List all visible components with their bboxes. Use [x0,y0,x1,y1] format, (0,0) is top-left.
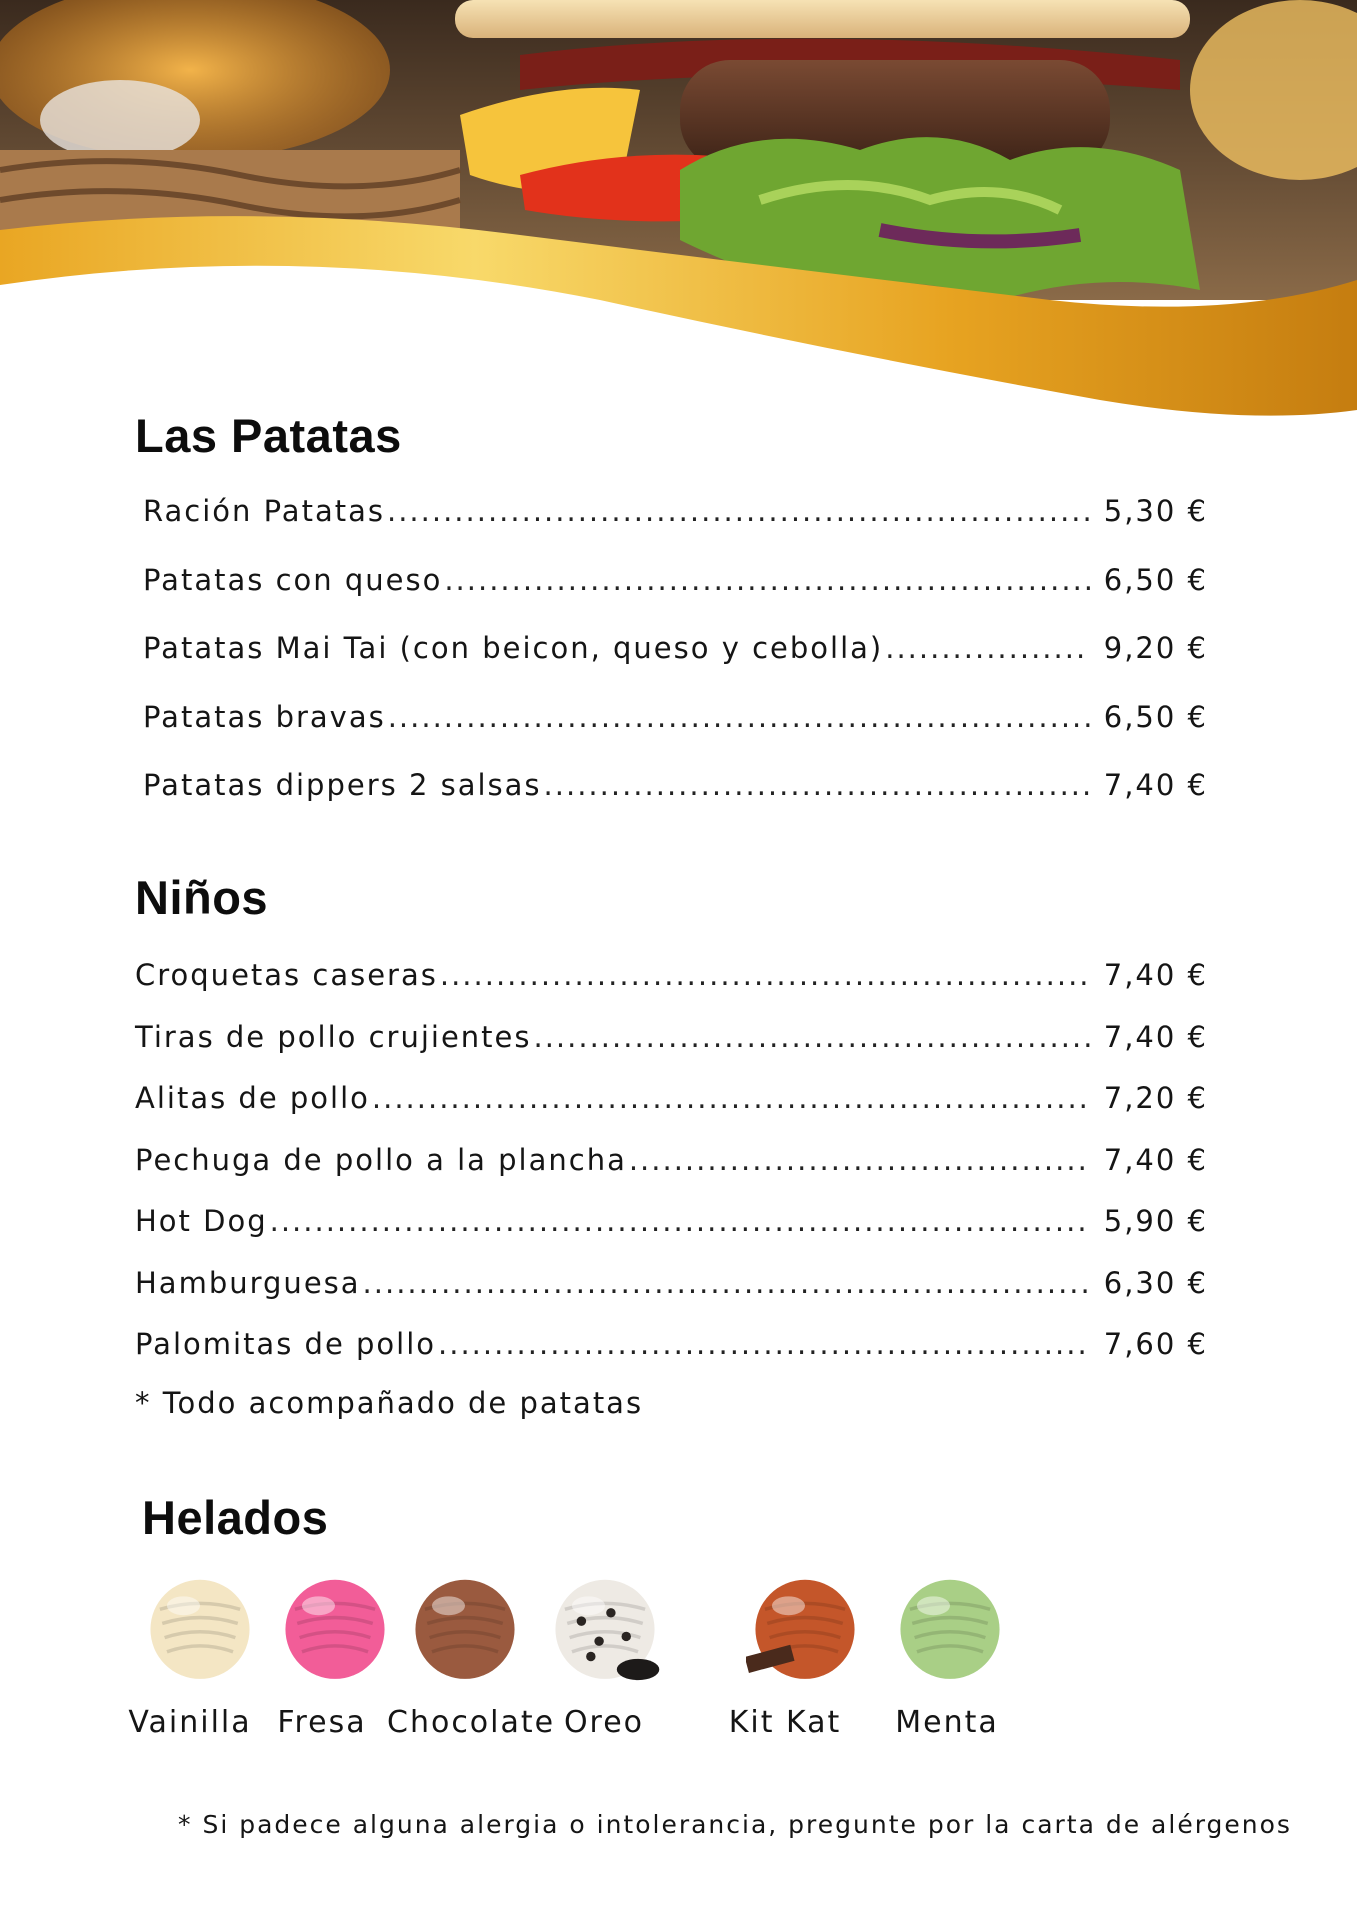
ninos-menu-row [135,958,1208,992]
menu-item-name: Tiras de pollo crujientes [135,1019,532,1054]
menu-item-price: 7,40 € [1103,768,1208,802]
dot-leader [444,563,1089,597]
menu-item-price: 7,40 € [1103,1019,1208,1054]
dot-leader [544,768,1090,802]
flavor-label: Kit Kat [728,1705,842,1740]
flavor-label: Oreo [563,1705,645,1740]
ninos-note: * Todo acompañado de patatas [135,1386,644,1420]
mint-scoop-icon [891,1568,1009,1686]
menu-item-name: Pechuga de pollo a la plancha [135,1142,627,1177]
menu-item-price: 7,40 € [1103,958,1208,992]
oreo-scoop-icon [546,1568,664,1686]
menu-item-price: 9,20 € [1103,631,1208,665]
ninos-menu-row [135,1266,1208,1300]
menu-item-price: 7,20 € [1103,1081,1208,1115]
menu-item-name: Patatas dippers 2 salsas [143,768,542,802]
section-title-patatas: Las Patatas [135,409,402,462]
menu-item-name: Patatas Mai Tai (con beicon, queso y cebolla) [143,631,884,665]
chocolate-scoop-icon [406,1568,524,1686]
ninos-menu-row [135,1081,1208,1115]
flavor-label: Menta [895,1705,999,1740]
menu-item-price: 7,60 € [1103,1327,1208,1361]
ninos-menu-row [135,1204,1208,1238]
menu-item-name: Patatas con queso [143,562,443,597]
dot-leader [363,1266,1090,1300]
menu-item-price: 6,50 € [1103,699,1208,734]
menu-item-name: Hamburguesa [135,1265,361,1300]
patatas-menu-row [143,563,1208,597]
menu-item-name: Palomitas de pollo [135,1327,437,1361]
menu-item-price: 5,30 € [1103,494,1208,528]
burger-banner-image [0,0,1357,440]
section-title-helados: Helados [142,1491,329,1544]
ninos-menu-row [135,1143,1208,1177]
dot-leader [885,631,1090,665]
patatas-menu-row [143,700,1208,734]
vanilla-scoop-icon [141,1568,259,1686]
flavor-label: Chocolate [387,1705,556,1740]
menu-item-price: 6,50 € [1103,562,1208,597]
flavor-label: Fresa [277,1705,367,1740]
menu-item-name: Croquetas caseras [135,958,438,992]
menu-item-price: 5,90 € [1103,1204,1208,1238]
strawberry-scoop-icon [276,1568,394,1686]
section-title-ninos: Niños [135,871,269,924]
menu-item-price: 6,30 € [1103,1265,1208,1300]
dot-leader [270,1204,1090,1238]
dot-leader [534,1020,1090,1054]
menu-item-name: Hot Dog [135,1204,268,1238]
dot-leader [388,700,1090,734]
dot-leader [629,1143,1090,1177]
menu-item-price: 7,40 € [1103,1142,1208,1177]
ninos-menu-row [135,1020,1208,1054]
ninos-menu-row [135,1327,1208,1361]
dot-leader [387,494,1090,528]
flavor-label: Vainilla [128,1705,252,1740]
menu-item-name: Ración Patatas [143,494,385,528]
dot-leader [372,1081,1090,1115]
menu-item-name: Patatas bravas [143,699,386,734]
menu-item-name: Alitas de pollo [135,1081,370,1115]
dot-leader [440,958,1090,992]
patatas-menu-row [143,768,1208,802]
patatas-menu-row [143,631,1208,665]
dot-leader [438,1327,1090,1361]
allergen-footnote: * Si padece alguna alergia o intolerancia, pregunte por la carta de alérgenos [178,1810,1292,1839]
kitkat-scoop-icon [746,1568,864,1686]
patatas-menu-row [143,494,1208,528]
